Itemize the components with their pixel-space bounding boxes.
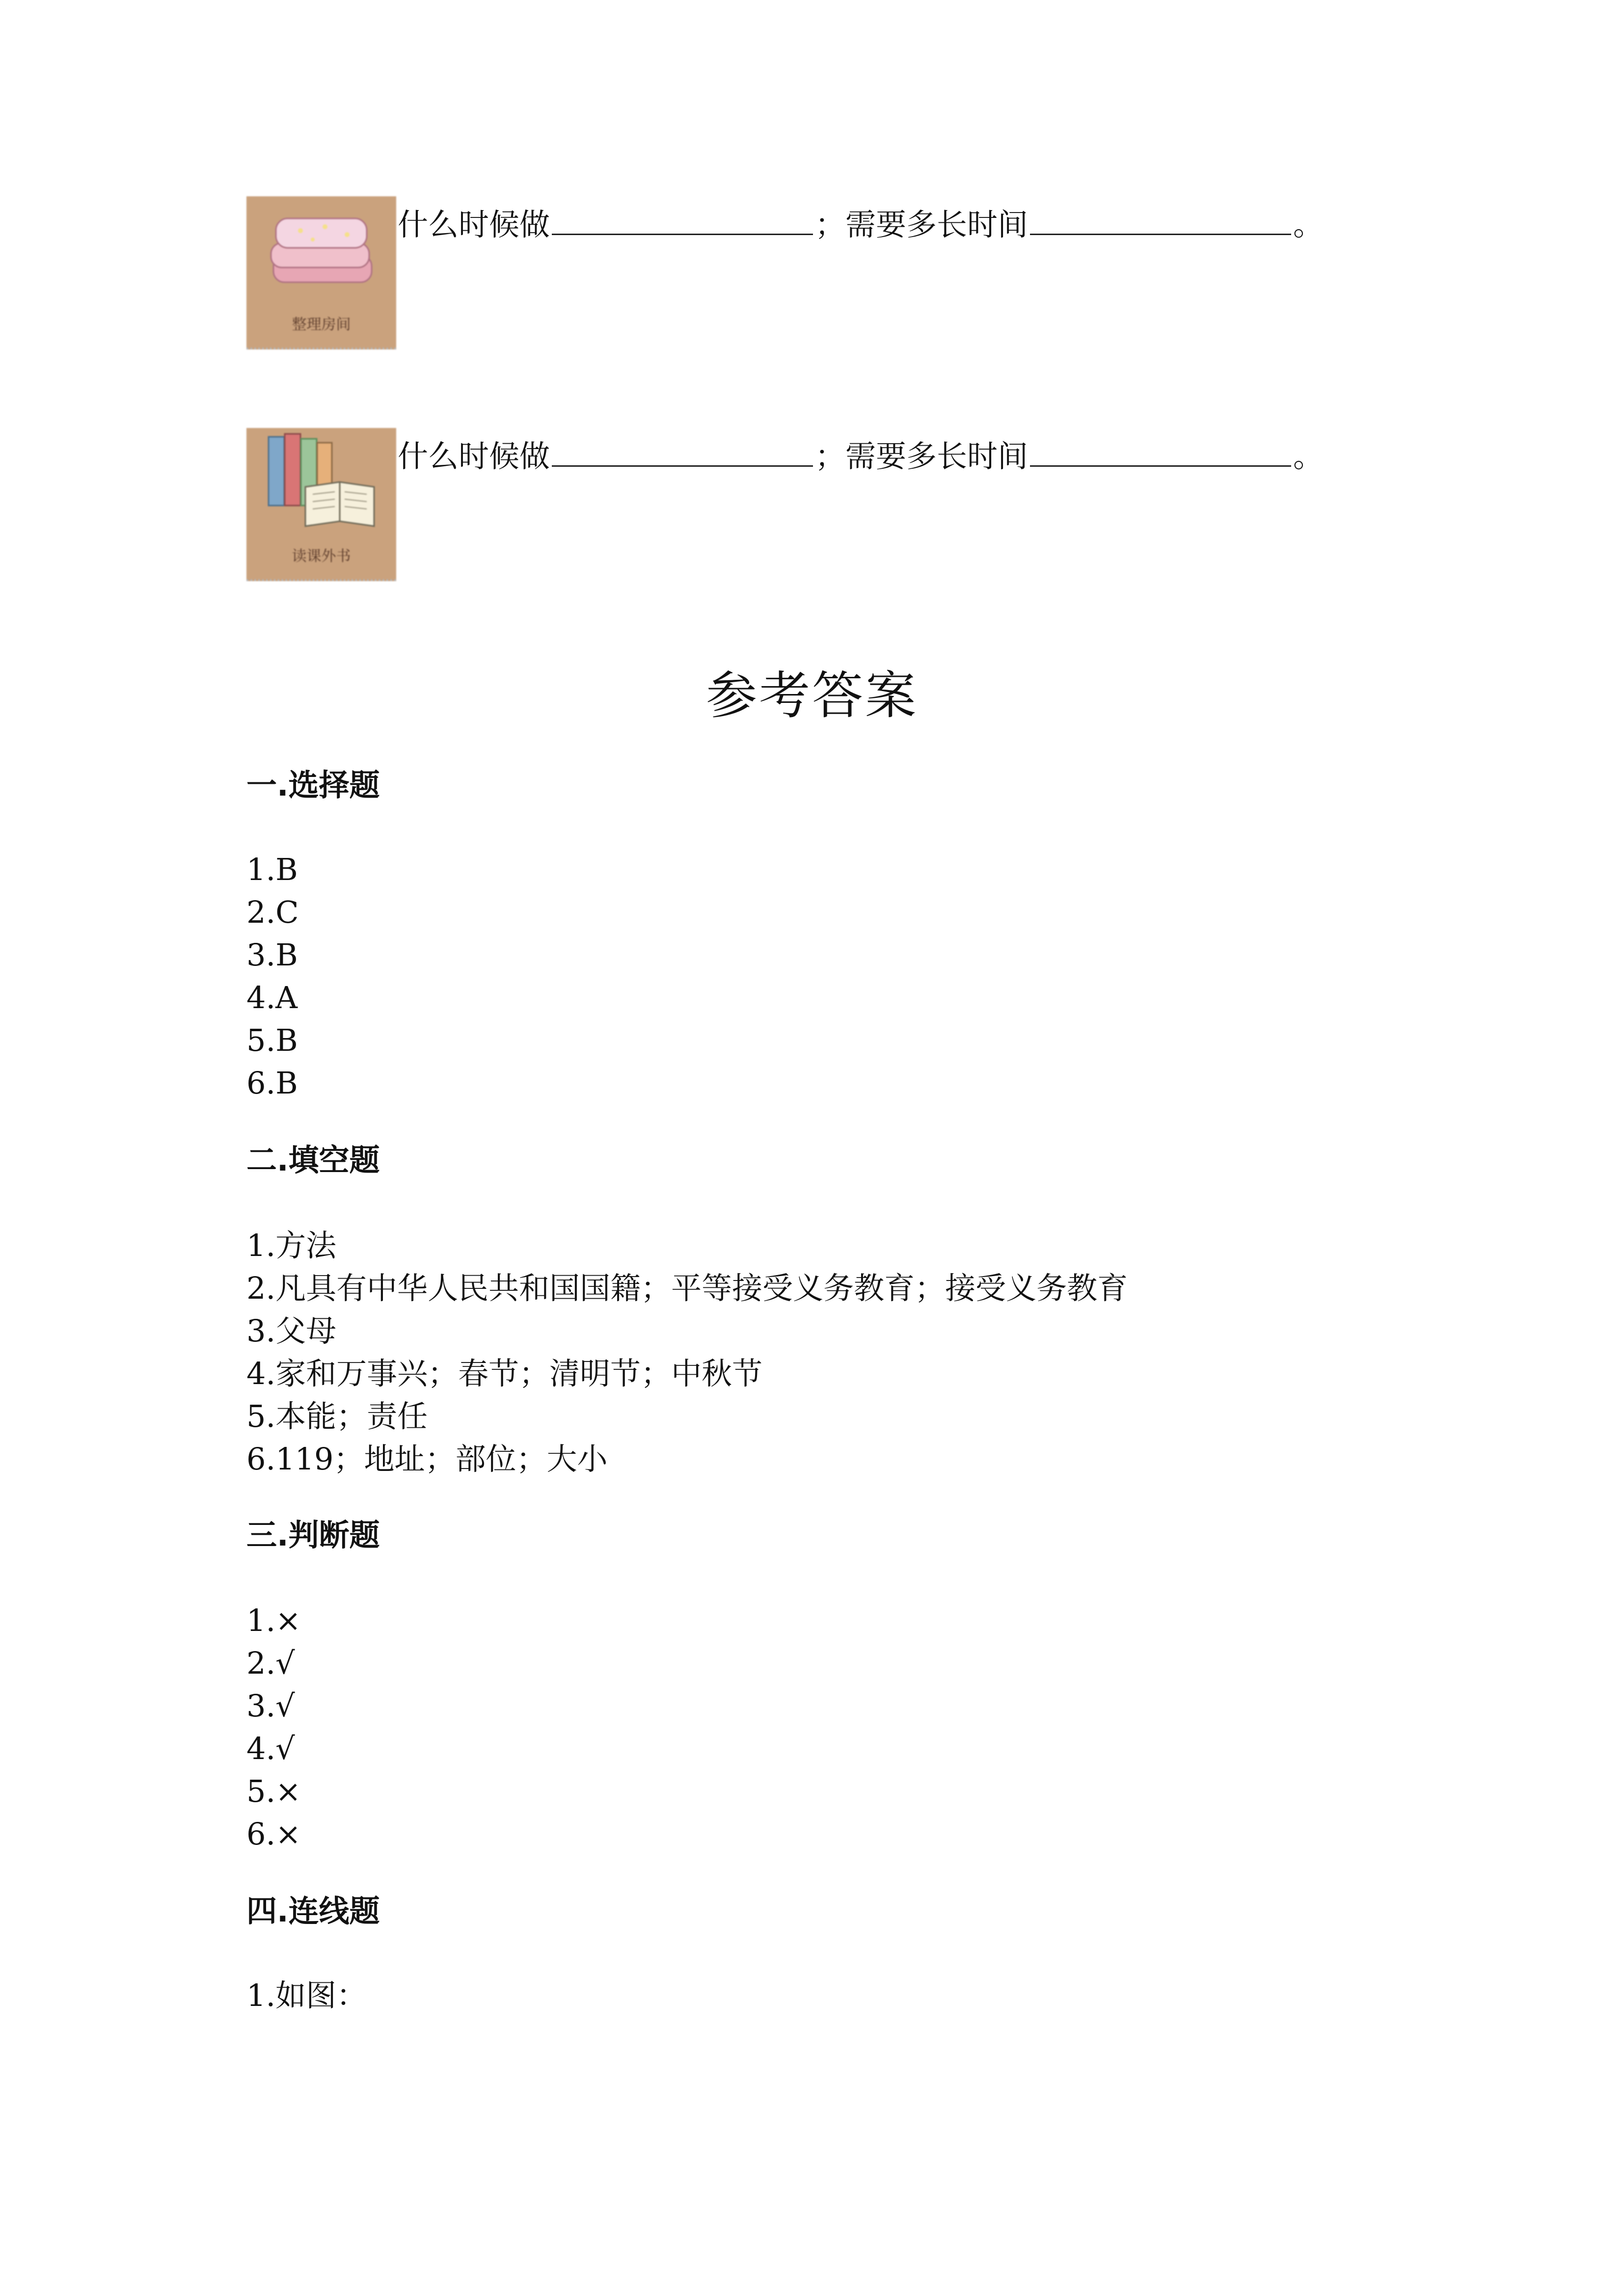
read-books-picture: [246, 428, 396, 581]
end-mark: 。: [1293, 207, 1324, 242]
answer-list-multiple-choice: [246, 848, 299, 1104]
when-prompt: 什么时候做: [398, 438, 550, 474]
section-heading-true-false: 三.判断题: [246, 1517, 380, 1553]
answer-item: 1.方法: [246, 1228, 337, 1263]
answer-item: 3.父母: [246, 1313, 337, 1349]
answer-key-title: 参考答案: [705, 666, 918, 725]
answer-item: 1.B: [246, 852, 298, 887]
answer-list-matching: [246, 1974, 367, 2017]
answer-item: 1.如图：: [246, 1977, 367, 2013]
answer-list-true-false: [246, 1599, 301, 1855]
answer-item: 3.√: [246, 1688, 295, 1724]
answer-item: 4.家和万事兴；春节；清明节；中秋节: [246, 1356, 763, 1391]
answer-item: 2.√: [246, 1645, 295, 1681]
answer-item: 5.B: [246, 1022, 298, 1058]
answer-item: 2.凡具有中华人民共和国国籍；平等接受义务教育；接受义务教育: [246, 1270, 1128, 1306]
when-blank[interactable]: [552, 438, 813, 467]
duration-blank[interactable]: [1030, 438, 1291, 467]
duration-prompt: 需要多长时间: [845, 207, 1029, 242]
task-row-tidy-room: [246, 196, 1376, 348]
answer-item: 3.B: [246, 937, 298, 973]
answer-item: 6.B: [246, 1065, 298, 1101]
answer-item: 6.×: [246, 1816, 301, 1852]
section-heading-matching: 四.连线题: [246, 1893, 380, 1929]
answer-item: 4.√: [246, 1731, 295, 1766]
duration-blank[interactable]: [1030, 206, 1291, 235]
answer-item: 5.×: [246, 1773, 301, 1809]
when-blank[interactable]: [552, 206, 813, 235]
answer-item: 5.本能；责任: [246, 1398, 428, 1434]
end-mark: 。: [1293, 438, 1324, 474]
read-books-caption: 读课外书: [292, 548, 351, 565]
section-heading-fill-in: 二.填空题: [246, 1142, 380, 1178]
task-line-read-books: [398, 437, 1324, 476]
task-line-tidy-room: [398, 205, 1324, 244]
section-heading-multiple-choice: 一.选择题: [246, 767, 380, 803]
separator: ；: [815, 207, 846, 242]
answer-item: 1.×: [246, 1602, 301, 1638]
when-prompt: 什么时候做: [398, 207, 550, 242]
answer-item: 6.119；地址；部位；大小: [246, 1441, 608, 1477]
answer-list-fill-in: [246, 1224, 1128, 1480]
answer-item: 4.A: [246, 980, 298, 1015]
tidy-room-picture: [246, 196, 396, 349]
task-row-read-books: [246, 428, 1376, 580]
separator: ；: [815, 438, 846, 474]
answer-item: 2.C: [246, 894, 299, 930]
duration-prompt: 需要多长时间: [845, 438, 1029, 474]
tidy-room-caption: 整理房间: [292, 316, 351, 333]
